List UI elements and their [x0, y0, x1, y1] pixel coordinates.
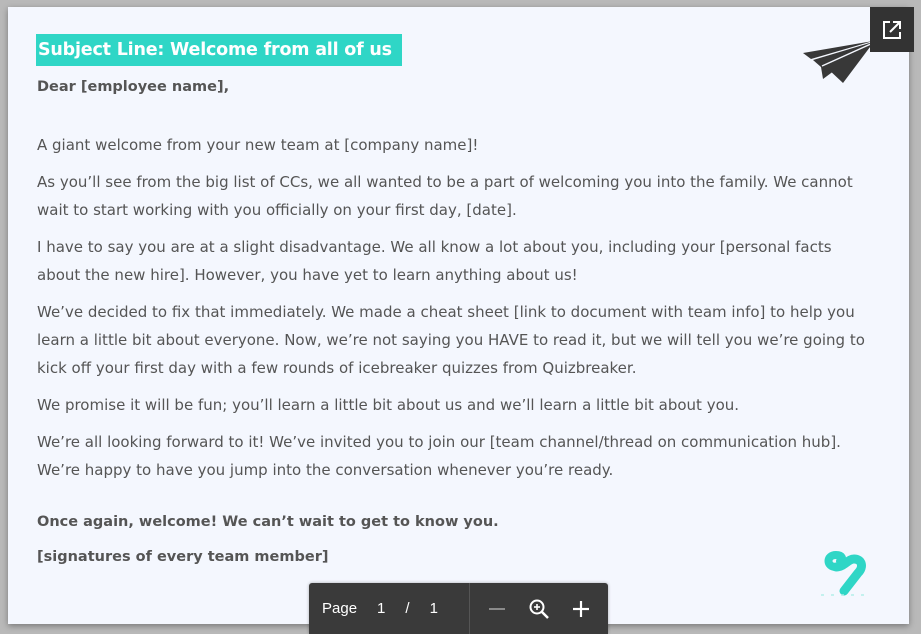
pdf-toolbar: [309, 583, 608, 634]
closing-line: Once again, welcome! We can’t wait to get to know you.: [37, 514, 499, 530]
page-label: Page: [322, 600, 358, 617]
zoom-reset-button[interactable]: [524, 594, 554, 624]
open-in-new-icon: [881, 19, 903, 41]
minus-icon: [487, 599, 507, 619]
quizbreaker-logo-icon: [822, 549, 868, 597]
paragraph: As you’ll see from the big list of CCs, we all wanted to be a part of welcoming you into the family. We cannot wait to start working with you officially on your first day, [date].: [37, 173, 853, 219]
current-page-input[interactable]: 1: [377, 600, 386, 617]
page-indicator: [309, 583, 469, 634]
greeting: Dear [employee name],: [37, 79, 230, 95]
paragraph: We’ve decided to fix that immediately. We made a cheat sheet [link to document with team info] to help you learn a little bit about everyone. Now, we’re not saying you HAVE to read it, but we will tell you we’re going to kick off your first day with a few rounds of icebreaker quizzes from Quizbreaker.: [37, 303, 865, 377]
page-separator: /: [405, 600, 410, 617]
zoom-icon: [528, 598, 550, 620]
zoom-out-button[interactable]: [482, 594, 512, 624]
paper-plane-icon: [803, 39, 875, 83]
paragraph: A giant welcome from your new team at [company name]!: [37, 136, 479, 154]
zoom-in-button[interactable]: [566, 594, 596, 624]
paragraph: We’re all looking forward to it! We’ve invited you to join our [team channel/thread on communication hub]. We’re happy to have you jump into the conversation whenever you’re ready.: [37, 433, 841, 479]
signature-line: [signatures of every team member]: [37, 549, 329, 565]
document-page: [8, 7, 909, 624]
plus-icon: [571, 599, 591, 619]
subject-line: Subject Line: Welcome from all of us: [36, 34, 402, 66]
total-pages: 1: [429, 600, 438, 617]
open-in-new-button[interactable]: [870, 7, 914, 52]
paragraph: We promise it will be fun; you’ll learn a little bit about us and we’ll learn a little bit about you.: [37, 396, 740, 414]
paragraph: I have to say you are at a slight disadvantage. We all know a lot about you, including your [personal facts about the new hire]. However, you have yet to learn anything about us!: [37, 238, 832, 284]
letter-body: [37, 131, 877, 493]
logo-caption: [821, 594, 871, 596]
